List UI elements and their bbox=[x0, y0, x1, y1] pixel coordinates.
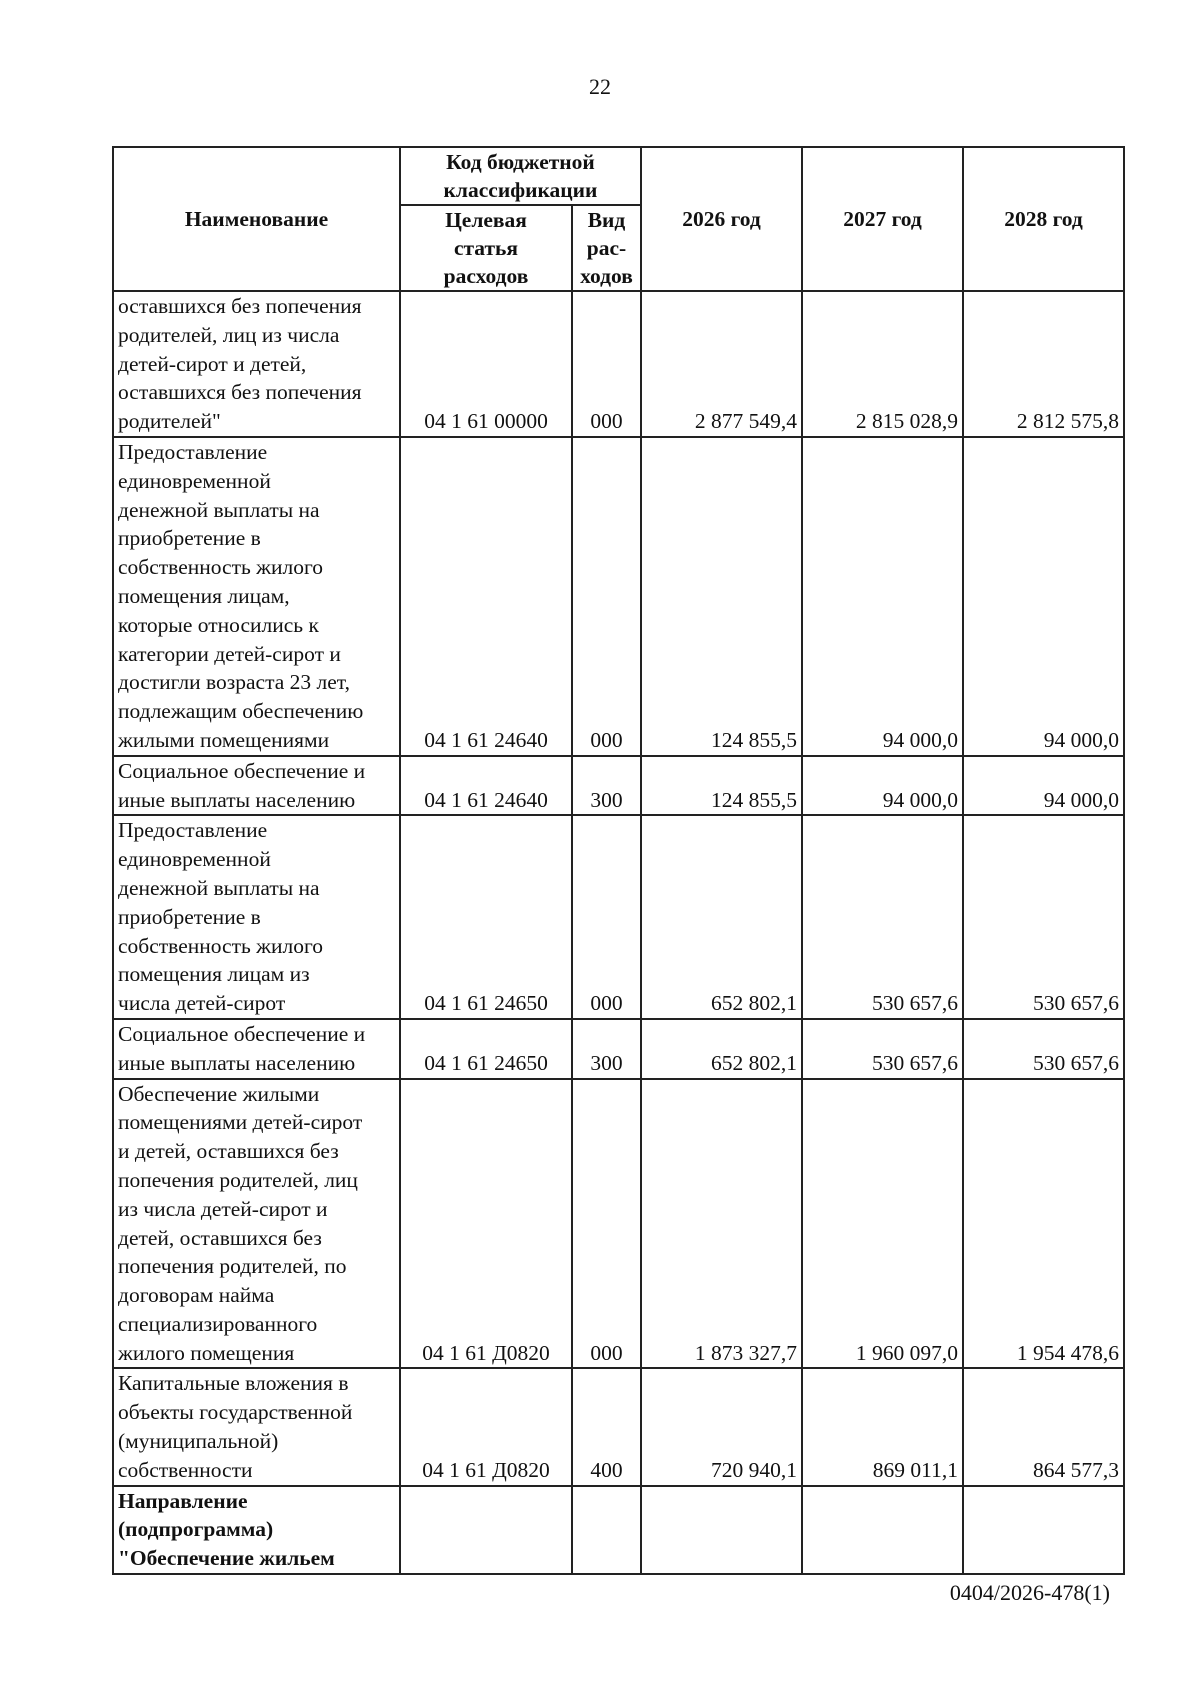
row-target-article: 04 1 61 24640 bbox=[400, 437, 572, 756]
header-expense-type-line: Вид bbox=[587, 208, 626, 232]
row-name-line: родителей, лиц из числа bbox=[118, 322, 340, 347]
row-value-2028: 530 657,6 bbox=[963, 815, 1124, 1019]
row-name-line: единовременной bbox=[118, 847, 271, 872]
row-name-line: Обеспечение жилыми bbox=[118, 1081, 320, 1106]
row-value-2027: 530 657,6 bbox=[802, 1019, 963, 1079]
row-name-line: иные выплаты населению bbox=[118, 1050, 356, 1075]
row-name bbox=[113, 815, 400, 1019]
table-row bbox=[113, 291, 1124, 437]
header-code-group-line: классификации bbox=[443, 178, 598, 202]
budget-table bbox=[112, 146, 1125, 1575]
row-value-2028: 2 812 575,8 bbox=[963, 291, 1124, 437]
row-value-2026: 652 802,1 bbox=[641, 815, 802, 1019]
row-value-2028: 1 954 478,6 bbox=[963, 1079, 1124, 1369]
row-name-line: Социальное обеспечение и bbox=[118, 758, 366, 783]
row-name bbox=[113, 437, 400, 756]
row-value-2028: 864 577,3 bbox=[963, 1368, 1124, 1485]
document-id: 0404/2026-478(1) bbox=[949, 1580, 1110, 1605]
row-name-line: Социальное обеспечение и bbox=[118, 1021, 366, 1046]
row-target-article: 04 1 61 24650 bbox=[400, 1019, 572, 1079]
row-name-line: собственности bbox=[118, 1457, 253, 1482]
row-name-line: (подпрограмма) bbox=[118, 1517, 274, 1542]
row-name-line: помещения лицам из bbox=[118, 962, 310, 987]
table-row bbox=[113, 1368, 1124, 1485]
row-target-article: 04 1 61 24640 bbox=[400, 756, 572, 816]
row-name-line: детей-сирот и детей, bbox=[118, 351, 307, 376]
table-row bbox=[113, 1019, 1124, 1079]
row-target-article: 04 1 61 Д0820 bbox=[400, 1368, 572, 1485]
row-value-2027: 94 000,0 bbox=[802, 437, 963, 756]
row-name-line: подлежащим обеспечению bbox=[118, 699, 364, 724]
row-name-line: жилого помещения bbox=[118, 1340, 295, 1365]
row-name-line: Капитальные вложения в bbox=[118, 1371, 349, 1396]
header-year-2026: 2026 год bbox=[641, 147, 802, 291]
row-name bbox=[113, 1486, 400, 1574]
row-name bbox=[113, 1019, 400, 1079]
row-name-line: объекты государственной bbox=[118, 1400, 353, 1425]
row-value-2026: 720 940,1 bbox=[641, 1368, 802, 1485]
table-row bbox=[113, 756, 1124, 816]
header-year-2028: 2028 год bbox=[963, 147, 1124, 291]
row-expense-type bbox=[572, 1486, 641, 1574]
row-value-2027: 869 011,1 bbox=[802, 1368, 963, 1485]
header-target-article-line: статья bbox=[453, 236, 519, 260]
row-target-article bbox=[400, 1486, 572, 1574]
header-target-article-line: Целевая bbox=[445, 208, 527, 232]
header-code-group-line: Код бюджетной bbox=[446, 150, 595, 174]
row-expense-type: 000 bbox=[572, 815, 641, 1019]
header-target-article-line: расходов bbox=[443, 264, 529, 288]
table-header bbox=[113, 147, 1124, 291]
row-target-article: 04 1 61 Д0820 bbox=[400, 1079, 572, 1369]
row-value-2027: 530 657,6 bbox=[802, 815, 963, 1019]
row-name-line: из числа детей-сирот и bbox=[118, 1196, 328, 1221]
row-expense-type: 400 bbox=[572, 1368, 641, 1485]
row-name bbox=[113, 1079, 400, 1369]
row-value-2027: 1 960 097,0 bbox=[802, 1079, 963, 1369]
row-name bbox=[113, 291, 400, 437]
row-value-2027 bbox=[802, 1486, 963, 1574]
row-name-line: приобретение в bbox=[118, 904, 261, 929]
row-name-line: собственность жилого bbox=[118, 933, 324, 958]
row-expense-type: 300 bbox=[572, 756, 641, 816]
row-value-2027: 2 815 028,9 bbox=[802, 291, 963, 437]
row-name bbox=[113, 1368, 400, 1485]
row-name-line: родителей" bbox=[118, 409, 221, 434]
row-name-line: попечения родителей, по bbox=[118, 1254, 347, 1279]
row-value-2026: 652 802,1 bbox=[641, 1019, 802, 1079]
row-name-line: детей, оставшихся без bbox=[118, 1225, 322, 1250]
row-name-line: и детей, оставшихся без bbox=[118, 1139, 339, 1164]
row-name-line: Направление bbox=[118, 1488, 248, 1513]
header-expense-type-line: рас- bbox=[586, 236, 627, 260]
header-year-2027: 2027 год bbox=[802, 147, 963, 291]
row-name-line: достигли возраста 23 лет, bbox=[118, 670, 350, 695]
row-name-line: денежной выплаты на bbox=[118, 497, 320, 522]
row-value-2026: 1 873 327,7 bbox=[641, 1079, 802, 1369]
row-value-2028: 94 000,0 bbox=[963, 756, 1124, 816]
row-name-line: Предоставление bbox=[118, 818, 268, 843]
row-expense-type: 300 bbox=[572, 1019, 641, 1079]
table-body bbox=[113, 291, 1124, 1574]
row-name-line: жилыми помещениями bbox=[118, 727, 330, 752]
row-expense-type: 000 bbox=[572, 291, 641, 437]
row-value-2026: 124 855,5 bbox=[641, 756, 802, 816]
table-row bbox=[113, 437, 1124, 756]
row-value-2028: 94 000,0 bbox=[963, 437, 1124, 756]
row-name-line: собственность жилого bbox=[118, 555, 324, 580]
row-value-2026: 124 855,5 bbox=[641, 437, 802, 756]
row-value-2027: 94 000,0 bbox=[802, 756, 963, 816]
row-value-2028: 530 657,6 bbox=[963, 1019, 1124, 1079]
header-code-group bbox=[400, 147, 641, 205]
row-value-2028 bbox=[963, 1486, 1124, 1574]
header-target-article bbox=[400, 205, 572, 291]
row-expense-type: 000 bbox=[572, 437, 641, 756]
row-name bbox=[113, 756, 400, 816]
row-target-article: 04 1 61 24650 bbox=[400, 815, 572, 1019]
row-name-line: оставшихся без попечения bbox=[118, 380, 362, 405]
row-name-line: попечения родителей, лиц bbox=[118, 1167, 358, 1192]
row-name-line: помещения лицам, bbox=[118, 583, 290, 608]
row-name-line: иные выплаты населению bbox=[118, 787, 356, 812]
table-row bbox=[113, 815, 1124, 1019]
row-name-line: (муниципальной) bbox=[118, 1429, 279, 1454]
row-name-line: числа детей-сирот bbox=[118, 991, 286, 1016]
header-name: Наименование bbox=[113, 147, 400, 291]
row-name-line: договорам найма bbox=[118, 1283, 275, 1308]
page-number: 22 bbox=[589, 74, 611, 99]
row-value-2026 bbox=[641, 1486, 802, 1574]
table-row bbox=[113, 1079, 1124, 1369]
row-name-line: приобретение в bbox=[118, 526, 261, 551]
row-name-line: которые относились к bbox=[118, 612, 319, 637]
row-name-line: помещениями детей-сирот bbox=[118, 1110, 363, 1135]
row-name-line: категории детей-сирот и bbox=[118, 641, 341, 666]
row-value-2026: 2 877 549,4 bbox=[641, 291, 802, 437]
row-name-line: единовременной bbox=[118, 468, 271, 493]
row-target-article: 04 1 61 00000 bbox=[400, 291, 572, 437]
row-name-line: Предоставление bbox=[118, 439, 268, 464]
header-expense-type bbox=[572, 205, 641, 291]
table-row bbox=[113, 1486, 1124, 1574]
row-name-line: "Обеспечение жильем bbox=[118, 1546, 335, 1571]
row-name-line: денежной выплаты на bbox=[118, 875, 320, 900]
row-name-line: специализированного bbox=[118, 1311, 318, 1336]
row-name-line: оставшихся без попечения bbox=[118, 294, 362, 318]
header-expense-type-line: ходов bbox=[580, 264, 633, 288]
row-expense-type: 000 bbox=[572, 1079, 641, 1369]
